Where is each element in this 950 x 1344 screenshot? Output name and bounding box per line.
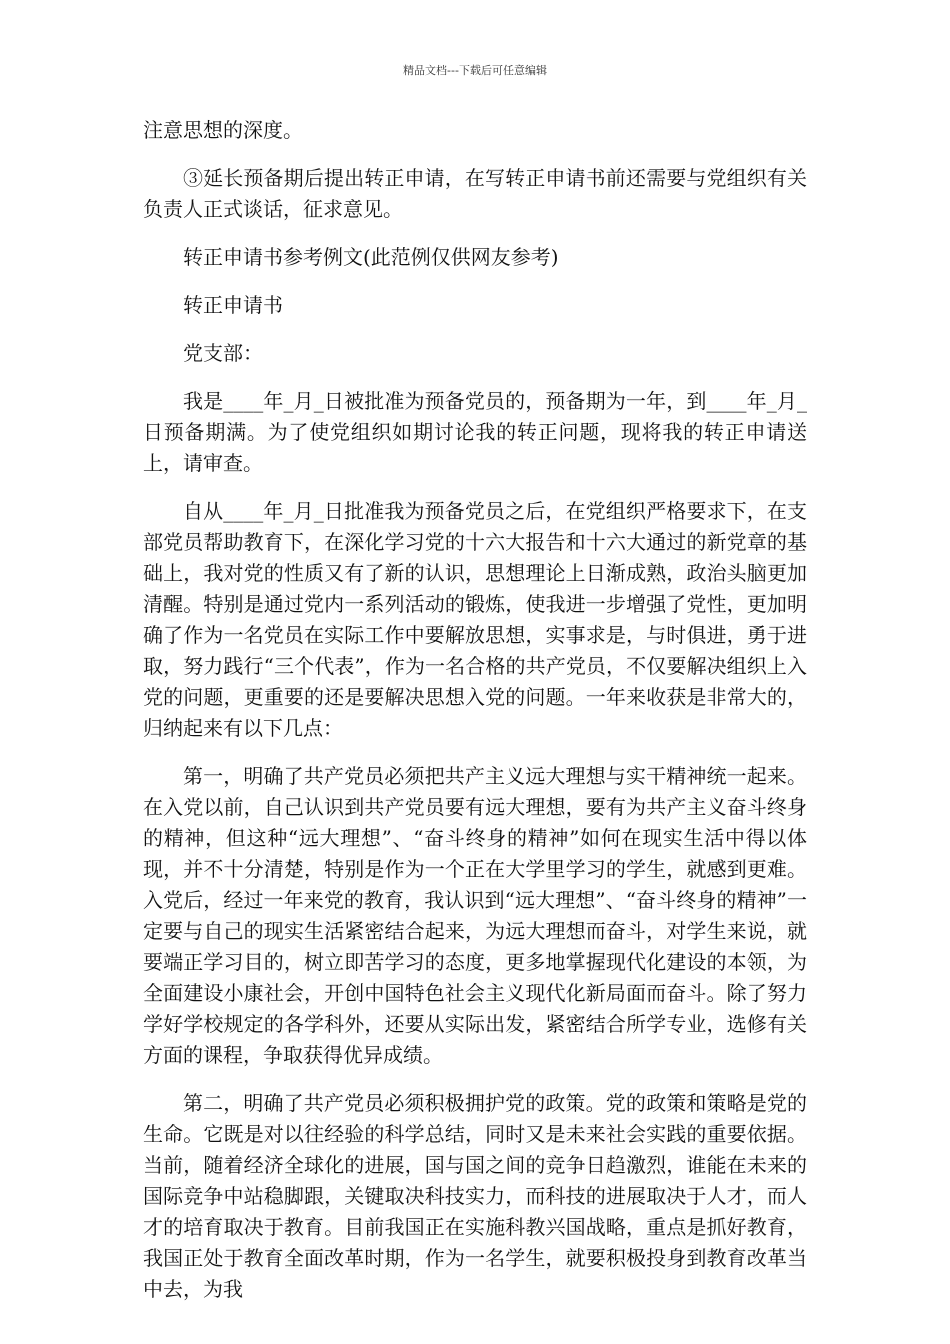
paragraph-1: 注意思想的深度。 (143, 118, 303, 142)
application-title: 转正申请书 (183, 293, 283, 317)
document-body (143, 115, 807, 1322)
paragraph-first-point: 第一，明确了共产党员必须把共产主义远大理想与实干精神统一起来。在入党以前，自己认识到共产党员要有远大理想，要有为共产主义奋斗终身的精神，但这种“远大理想”、“奋斗终身的精神”如何在现实生活中得以体现，并不十分清楚，特别是作为一个正在大学里学习的学生，就感到更难。入党后，经过一年来党的教育，我认识到“远大理想”、“奋斗终身的精神”一定要与自己的现实生活紧密结合起来，为远大理想而奋斗，对学生来说，就要端正学习目的，树立即苦学习的态度，更多地掌握现代化建设的本领，为全面建设小康社会，开创中国特色社会主义现代化新局面而奋斗。除了努力学好学校规定的各学科外，还要从实际出发，紧密结合所学专业，选修有关方面的课程，争取获得优异成绩。 (143, 764, 807, 1067)
example-heading: 转正申请书参考例文(此范例仅供网友参考) (183, 245, 559, 269)
paragraph-2: ③延长预备期后提出转正申请，在写转正申请书前还需要与党组织有关负责人正式谈话，征求意见。 (143, 166, 807, 221)
paragraph-intro: 我是____年_月_日被批准为预备党员的，预备期为一年，到____年_月_日预备期满。为了使党组织如期讨论我的转正问题，现将我的转正申请送上，请审查。 (143, 389, 807, 475)
paragraph-second-point: 第二，明确了共产党员必须积极拥护党的政策。党的政策和策略是党的生命。它既是对以往经验的科学总结，同时又是未来社会实践的重要依据。当前，随着经济全球化的进展，国与国之间的竞争日趋激烈，谁能在未来的国际竞争中站稳脚跟，关键取决科技实力，而科技的进展取决于人才，而人才的培育取决于教育。目前我国正在实施科教兴国战略，重点是抓好教育，我国正处于教育全面改革时期，作为一名学生，就要积极投身到教育改革当中去，为我 (143, 1091, 807, 1301)
page-header-note: 精品文档---下载后可任意编辑 (403, 64, 547, 77)
paragraph-since: 自从____年_月_日批准我为预备党员之后，在党组织严格要求下，在支部党员帮助教育下，在深化学习党的十六大报告和十六大通过的新党章的基础上，我对党的性质又有了新的认识，思想理论上日渐成熟，政治头脑更加清醒。特别是通过党内一系列活动的锻炼，使我进一步增强了党性，更加明确了作为一名党员在实际工作中要解放思想，实事求是，与时俱进，勇于进取，努力践行“三个代表”，作为一名合格的共产党员，不仅要解决组织上入党的问题，更重要的还是要解决思想入党的问题。一年来收获是非常大的，归纳起来有以下几点： (143, 499, 807, 740)
salutation: 党支部： (183, 341, 263, 365)
